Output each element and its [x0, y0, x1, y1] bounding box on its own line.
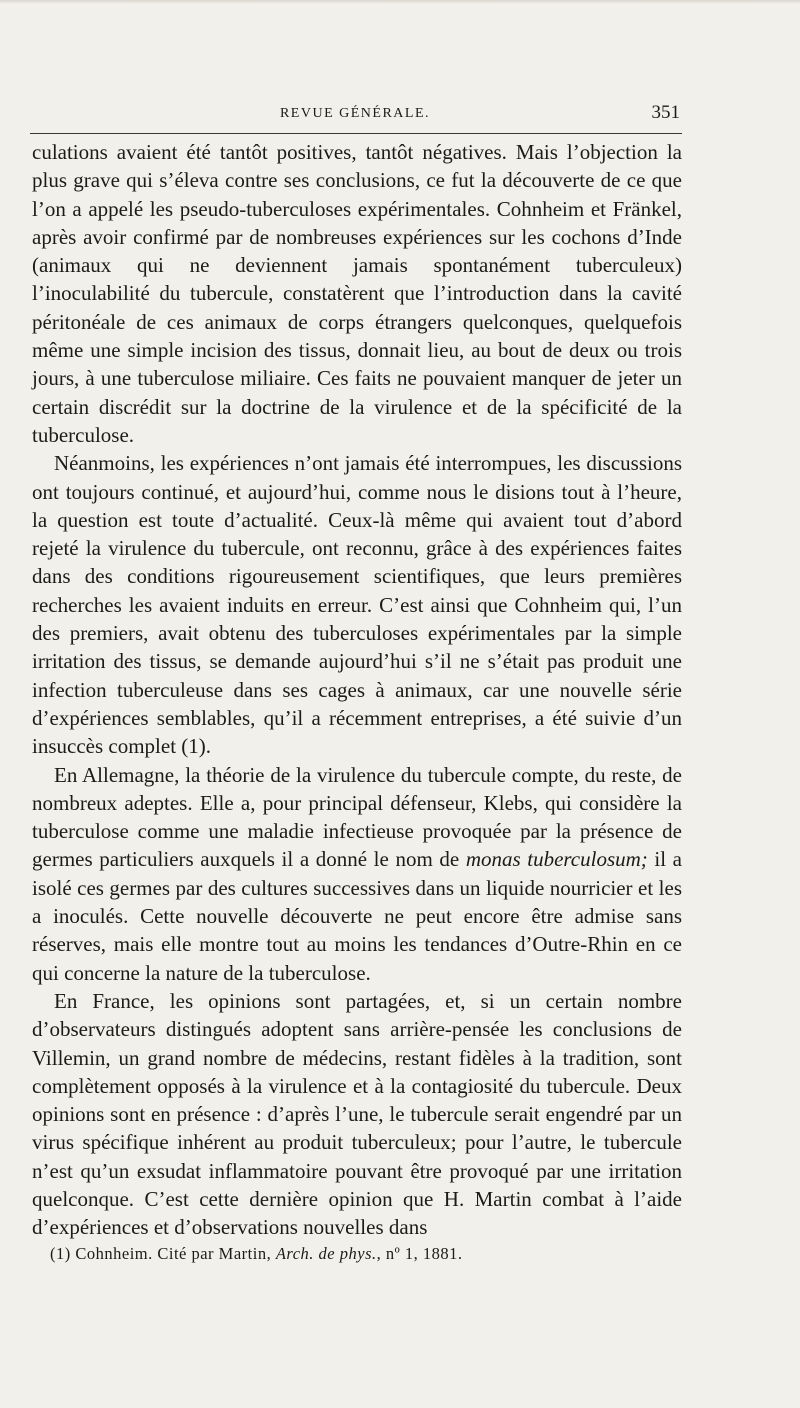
- footnote-prefix: (1) Cohnheim. Cité par Martin,: [50, 1244, 276, 1263]
- paragraph-3-italic-term: monas tuberculosum;: [465, 847, 648, 872]
- paragraph-3-text-b: il a isolé ces germes par des cultures successives dans un liquide nourricier et les a inoculés. Cette nouvelle découverte ne peut encore être admise sans réserves, mais elle montre tout au moins les tendances d’Outre-Rhin en ce qui concerne la nature de la tuberculose.: [32, 847, 682, 985]
- paragraph-4: [32, 987, 682, 1242]
- paragraph-4-text: En France, les opinions sont partagées, et, si un certain nombre d’observateurs distingués adoptent sans arrière-pensée les conclusions de Villemin, un grand nombre de médecins, restant fidèles à la tradition, sont complètement opposés à la virulence et à la contagiosité du tubercule. Deux opinions sont en présence : d’après l’une, le tubercule serait engendré par un virus spécifique inhérent au produit tuberculeux; pour l’autre, le tubercule n’est qu’un exsudat inflammatoire pouvant être provoqué par une irritation quelconque. C’est cette dernière opinion que H. Martin combat à l’aide d’expériences et d’observations nouvelles dans: [32, 988, 682, 1240]
- footnote-suffix: , nº 1, 1881.: [376, 1244, 463, 1263]
- running-head: REVUE GÉNÉRALE.: [279, 106, 431, 121]
- paragraph-3: [32, 761, 682, 987]
- page-top-edge: [0, 0, 800, 4]
- paragraph-2-text: Néanmoins, les expériences n’ont jamais été interrompues, les discussions ont toujours continué, et aujourd’hui, comme nous le disions tout à l’heure, la question est toute d’actualité. Ceux-là même qui avaient tout d’abord rejeté la virulence du tubercule, ont reconnu, grâce à des expériences faites dans des conditions rigoureusement scientifiques, que leurs premières recherches les avaient induits en erreur. C’est ainsi que Cohnheim qui, l’un des premiers, avait obtenu des tuberculoses expérimentales par la simple irritation des tissus, se demande aujourd’hui s’il ne s’était pas produit une infection tuberculeuse dans ses cages à animaux, car une nouvelle série d’expériences semblables, qu’il a récemment entreprises, a été suivie d’un insuccès complet (1).: [32, 451, 682, 759]
- footnote: [50, 1244, 680, 1264]
- header-rule: [30, 133, 682, 134]
- paragraph-3-text-a: En Allemagne, la théorie de la virulence du tubercule compte, du reste, de nombreux adeptes. Elle a, pour principal défenseur, Klebs, qui considère la tuberculose comme une maladie infectieuse provoquée par la présence de germes particuliers auxquels il a donné le nom de: [32, 762, 682, 872]
- page-header: [30, 100, 680, 128]
- paragraph-2: [32, 449, 682, 760]
- paragraph-1: [32, 138, 682, 449]
- page-number: 351: [651, 102, 680, 123]
- body-text: [32, 138, 682, 1242]
- paragraph-1-text: culations avaient été tantôt positives, tantôt négatives. Mais l’objection la plus grave qui s’éleva contre ses conclusions, ce fut la découverte de ce que l’on a appelé les pseudo-tuberculoses expérimentales. Cohnheim et Fränkel, après avoir confirmé par de nombreuses expériences sur les cochons d’Inde (animaux qui ne deviennent jamais spontanément tuberculeux) l’inoculabilité du tubercule, constatèrent que l’introduction dans la cavité péritonéale de ces animaux de corps étrangers quelconques, quelquefois même une simple incision des tissus, donnait lieu, au bout de deux ou trois jours, à une tuberculose miliaire. Ces faits ne pouvaient manquer de jeter un certain discrédit sur la doctrine de la virulence et de la spécificité de la tuberculose.: [32, 140, 682, 447]
- footnote-journal: Arch. de phys.: [275, 1244, 377, 1263]
